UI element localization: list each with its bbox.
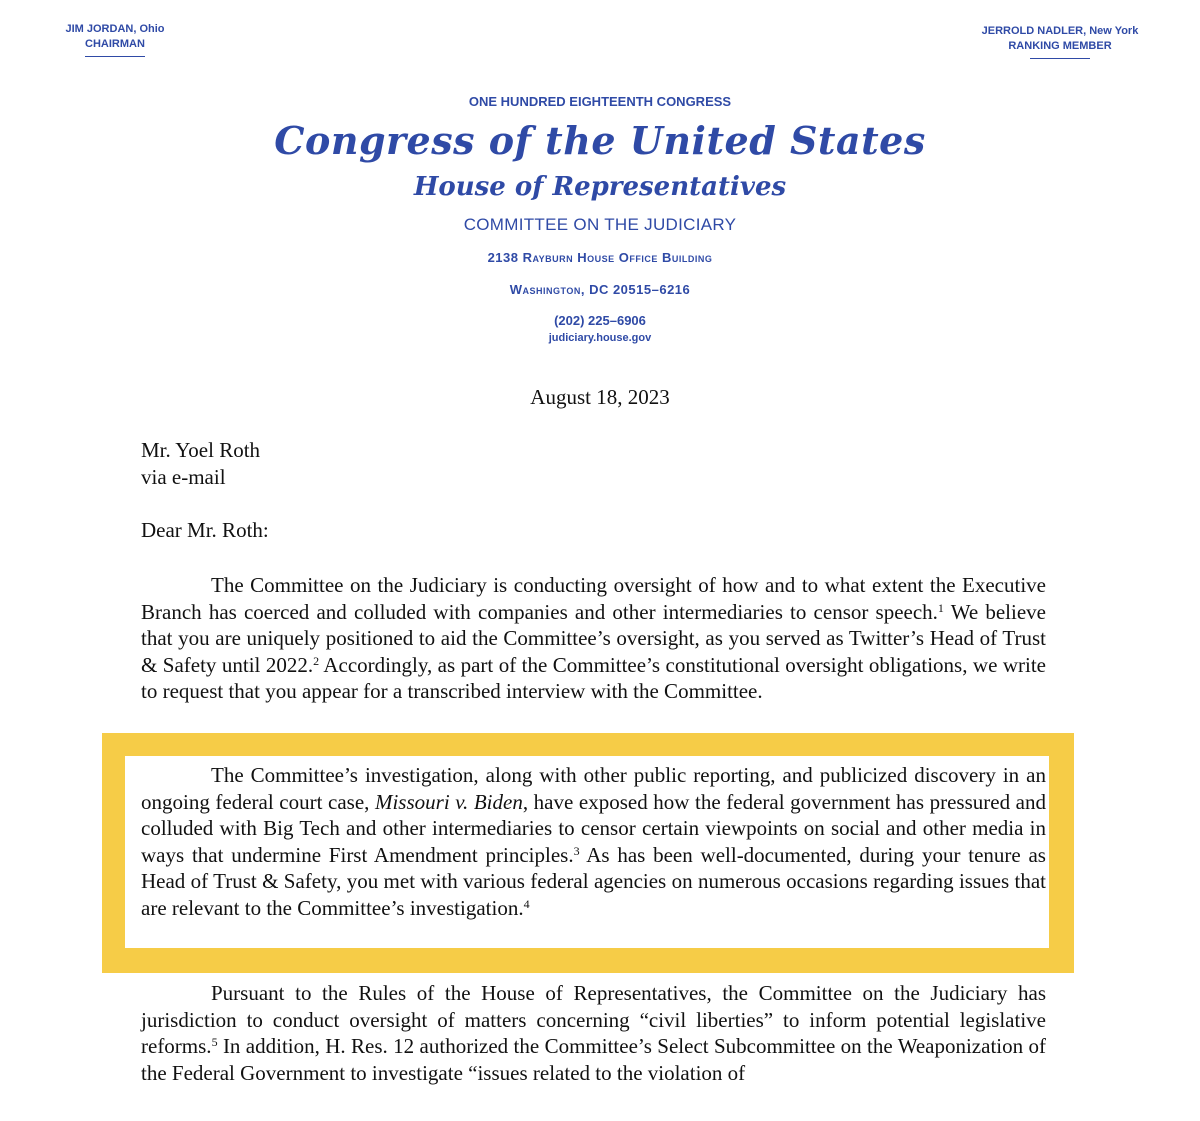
committee-name: COMMITTEE ON THE JUDICIARY: [463, 215, 737, 234]
chairman-block: [40, 22, 190, 57]
house-name: House of Representatives: [413, 172, 787, 202]
footnote-ref-5: 5: [211, 1035, 218, 1049]
paragraph-3: Pursuant to the Rules of the House of Representatives, the Committee on the Judiciary has jurisdiction to conduct oversight of matters concerning “civil liberties” to inform potential legislative reforms.$^5$ In addition, H. Res. 12 authorized the Committee’s Select Subcommittee on the Weaponization of the Federal Government to investigate “issues related to the violation of: [141, 981, 1046, 1085]
footnote-ref-2: 2: [313, 653, 320, 668]
footnote-ref-1: 1: [937, 600, 944, 615]
case-name: Missouri v. Biden: [374, 789, 523, 814]
congress-name: Congress of the United States: [274, 118, 926, 163]
paragraph-2-highlighted: The Committee’s investigation, along with other public reporting, and publicized discovery in an ongoing federal court case, Missouri v. Biden, have exposed how the federal government has pressured and colluded with Big Tech and other intermediaries to censor certain viewpoints on social and other media in ways that undermine First Amendment principles.$^3$ As has been well-documented, during your tenure as Head of Trust & Safety, you met with various federal agencies on numerous occasions regarding issues that are relevant to the Committee’s investigation.$^4$: [141, 763, 1046, 920]
office-address: 2138 Rayburn House Office Building: [487, 250, 713, 265]
salutation: Dear Mr. Roth:: [141, 518, 269, 542]
footnote-ref-3: 3: [573, 843, 580, 858]
committee-website: judiciary.house.gov: [548, 332, 652, 344]
recipient-block: [141, 437, 260, 490]
congress-number: ONE HUNDRED EIGHTEENTH CONGRESS: [468, 94, 732, 109]
recipient-name: Mr. Yoel Roth: [141, 438, 261, 462]
chairman-title: CHAIRMAN: [85, 38, 145, 50]
footnote-ref-4: 4: [523, 896, 530, 911]
office-phone: (202) 225–6906: [554, 313, 646, 328]
letter-date: August 18, 2023: [530, 385, 670, 409]
chairman-underline: [85, 56, 145, 57]
ranking-member-block: [960, 24, 1160, 59]
chairman-name: JIM JORDAN, Ohio: [65, 23, 165, 35]
ranking-member-name: JERROLD NADLER, New York: [981, 25, 1139, 37]
ranking-member-underline: [1030, 58, 1090, 59]
paragraph-1: The Committee on the Judiciary is conducting oversight of how and to what extent the Executive Branch has coerced and colluded with companies and other intermediaries to censor speech.$^1$ We believe that you are uniquely positioned to aid the Committee’s oversight, as you served as Twitter’s Head of Trust & Safety until 2022.$^2$ Accordingly, as part of the Committee’s constitutional oversight obligations, we write to request that you appear for a transcribed interview with the Committee.: [141, 573, 1046, 703]
office-city: Washington, DC 20515–6216: [509, 282, 691, 297]
ranking-member-title: RANKING MEMBER: [1008, 40, 1112, 52]
recipient-delivery: via e-mail: [141, 464, 226, 489]
